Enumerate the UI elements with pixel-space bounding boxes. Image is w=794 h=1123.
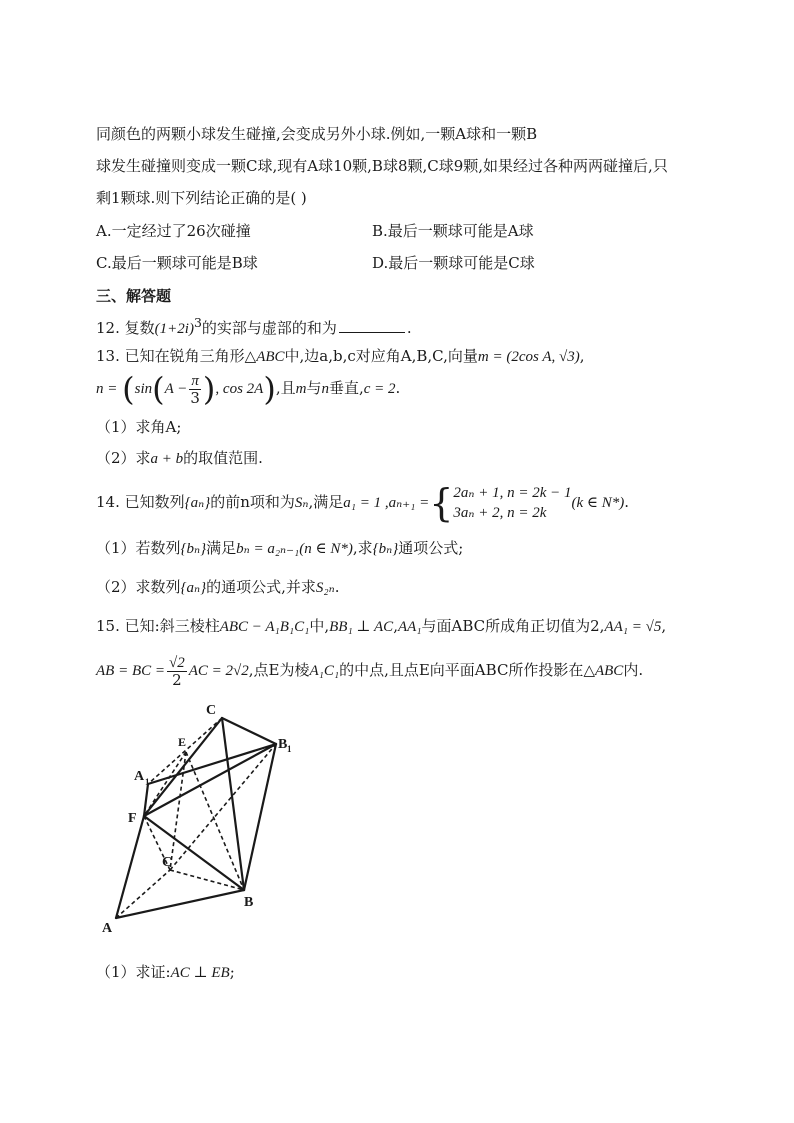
q14-number: 14.: [96, 493, 120, 511]
label-b: B: [244, 895, 254, 910]
q15-prism: ABC − A₁B₁C₁: [219, 619, 310, 635]
q13-text-1: 已知在锐角三角形: [124, 347, 245, 365]
q14-end: .: [624, 493, 630, 511]
q13-text-4: ,且: [275, 379, 296, 397]
q14-brace: {: [429, 481, 454, 525]
q13-paren-close: ): [263, 370, 276, 408]
edge-c1-b1: [222, 718, 276, 744]
q14-sub1-pre: （1）若数列: [96, 539, 181, 557]
q14-sub1-mid2: ,求: [352, 539, 373, 557]
q13-sub-2: [96, 448, 263, 469]
q14-case-1: 2aₙ + 1, n = 2k − 1: [453, 485, 572, 501]
label-b1-sub: 1: [287, 744, 292, 754]
q14-cases: [453, 483, 571, 523]
q15-sub-1: [96, 962, 235, 983]
q14-sub2-seq: {aₙ}: [180, 580, 207, 596]
q14-seq: {aₙ}: [184, 495, 211, 511]
q13-text-5: 与: [306, 379, 322, 397]
q14-sub-1: [96, 538, 463, 559]
q15-sqrt2: √2: [169, 654, 185, 671]
q13-m-symbol: m: [295, 381, 307, 397]
q12-number: 12.: [96, 319, 120, 337]
q15-l2-mid: ,点E为棱: [248, 661, 310, 679]
edge-c1-f: [144, 718, 222, 816]
q13-A-minus: A −: [164, 381, 188, 397]
q15-mid: 中,: [309, 617, 330, 635]
q15-sub1-end: ;: [229, 963, 235, 981]
edge-e-c-dashed: [170, 752, 186, 870]
question-15-line-2: [96, 648, 643, 693]
edge-a-c-dashed: [116, 870, 170, 918]
q15-triangle: △ABC: [583, 663, 624, 679]
q12-expr: (1+2i): [154, 321, 194, 337]
q14-a1: a₁ = 1 ,: [343, 495, 389, 511]
q13-sub2-pre: （2）求: [96, 449, 151, 467]
q15-ac-eq: AC = 2√2: [188, 663, 249, 679]
q13-n-symbol: n: [321, 381, 329, 397]
question-15-line-1: [96, 616, 666, 637]
q15-perp: BB₁ ⊥ AC: [329, 619, 394, 635]
edge-c1-a1-dashed: [148, 718, 222, 784]
q14-sub-2: [96, 577, 339, 598]
option-c: C.最后一颗球可能是B球: [96, 254, 258, 272]
q15-l2-end: 内.: [623, 661, 644, 679]
q15-sqrt2-over-2: [167, 655, 187, 688]
edge-a-b: [116, 890, 244, 918]
q14-kset: (k ∈ N*): [571, 495, 625, 511]
q13-text-2: 中,边a,b,c对应角A,B,C,向量: [284, 347, 478, 365]
prism-diagram: [100, 700, 290, 940]
label-a: A: [102, 921, 113, 936]
q15-end1: ,: [661, 617, 667, 635]
q14-sub2-pre: （2）求数列: [96, 578, 181, 596]
q13-text-3: ,: [579, 347, 585, 365]
option-b: B.最后一颗球可能是A球: [372, 222, 534, 240]
q14-sub2-S: S₂ₙ: [315, 580, 335, 596]
q13-number: 13.: [96, 347, 120, 365]
q12-post: 的实部与虚部的和为: [201, 319, 337, 337]
q15-pre: 已知:斜三棱柱: [124, 617, 220, 635]
q13-paren-close-2: ): [202, 370, 216, 408]
q13-sin: sin: [134, 381, 153, 397]
q15-aa1: AA₁: [397, 619, 422, 635]
q15-mid3: 与面ABC所成角正切值为2,: [421, 617, 605, 635]
intro-line-3: 剩1颗球.则下列结论正确的是( ): [96, 189, 307, 207]
q13-three: 3: [190, 388, 200, 407]
edge-b-b1: [244, 744, 276, 890]
q14-sub1-expr: bₙ = a₂ₙ₋₁(n ∈ N*): [236, 541, 353, 557]
q14-sub1-mid: 满足: [206, 539, 237, 557]
edge-c-b-dashed: [170, 870, 244, 890]
q14-sub1-bn-2: {bₙ}: [372, 541, 399, 557]
label-c: C: [162, 855, 173, 870]
q14-cond: ,满足: [308, 493, 344, 511]
edge-f-a: [116, 816, 144, 918]
label-c1: C: [206, 703, 217, 718]
section-title: 三、解答题: [96, 287, 172, 305]
question-14-line-1: [96, 478, 629, 527]
q13-paren-open-2: (: [152, 370, 165, 408]
q13-vector-m: m = (2cos A, √3): [477, 349, 580, 365]
intro-line-1: 同颜色的两颗小球发生碰撞,会变成另外小球.例如,一颗A球和一颗B: [96, 125, 538, 143]
q12-answer-blank: [339, 332, 405, 333]
q15-sub1-expr: AC ⊥ EB: [170, 965, 230, 981]
q12-pre: 复数: [124, 319, 155, 337]
q14-sub2-end: .: [334, 578, 340, 596]
label-a1: A: [134, 769, 145, 784]
q15-two: 2: [172, 670, 182, 689]
q13-paren-open: (: [122, 370, 135, 408]
q15-a1c1: A₁C₁: [309, 663, 340, 679]
q14-pre: 已知数列: [124, 493, 185, 511]
q13-pi-over-3: [189, 373, 201, 406]
q13-sub-1: （1）求角A;: [96, 418, 182, 436]
q14-sub1-bn: {bₙ}: [180, 541, 207, 557]
label-e: E: [178, 735, 187, 749]
q13-period: .: [395, 379, 401, 397]
q15-aa1-eq: AA₁ = √5: [604, 619, 662, 635]
q14-sub1-post: 通项公式;: [398, 539, 464, 557]
q13-sub2-post: 的取值范围.: [183, 449, 263, 467]
q15-number: 15.: [96, 617, 120, 635]
question-12: [96, 313, 412, 339]
intro-line-2: 球发生碰撞则变成一颗C球,现有A球10颗,B球8颗,C球9颗,如果经过各种两两碰撞后,只: [96, 157, 668, 175]
option-a: A.一定经过了26次碰撞: [96, 222, 251, 240]
q13-cos2A: , cos 2A: [215, 381, 264, 397]
q14-Sn: Sₙ: [294, 495, 309, 511]
label-f: F: [128, 811, 137, 826]
q14-an1: aₙ₊₁ =: [388, 495, 430, 511]
q13-vector-n-lhs: n =: [96, 381, 118, 397]
option-d: D.最后一颗球可能是C球: [372, 254, 535, 272]
q15-mid2: ,: [393, 617, 398, 635]
q15-sub1-pre: （1）求证:: [96, 963, 171, 981]
question-13-line-2: [96, 362, 400, 415]
q12-end: .: [406, 319, 412, 337]
q15-l2-post: 的中点,且点E向平面ABC所作投影在: [339, 661, 584, 679]
q12-exponent: 3: [193, 315, 202, 330]
q14-mid: 的前n项和为: [210, 493, 295, 511]
q13-sub2-expr: a + b: [150, 451, 184, 467]
label-a1-sub: 1: [145, 777, 150, 787]
label-b1: B: [278, 737, 288, 752]
q13-c-eq: c = 2: [363, 381, 396, 397]
q14-sub2-mid: 的通项公式,并求: [206, 578, 316, 596]
q13-triangle: △ABC: [244, 349, 285, 365]
q13-pi: π: [191, 372, 199, 389]
q14-case-2: 3aₙ + 2, n = 2k: [453, 505, 547, 521]
q13-text-6: 垂直,: [328, 379, 364, 397]
q15-ab-bc: AB = BC =: [96, 663, 165, 679]
prism-figure: [100, 700, 290, 940]
